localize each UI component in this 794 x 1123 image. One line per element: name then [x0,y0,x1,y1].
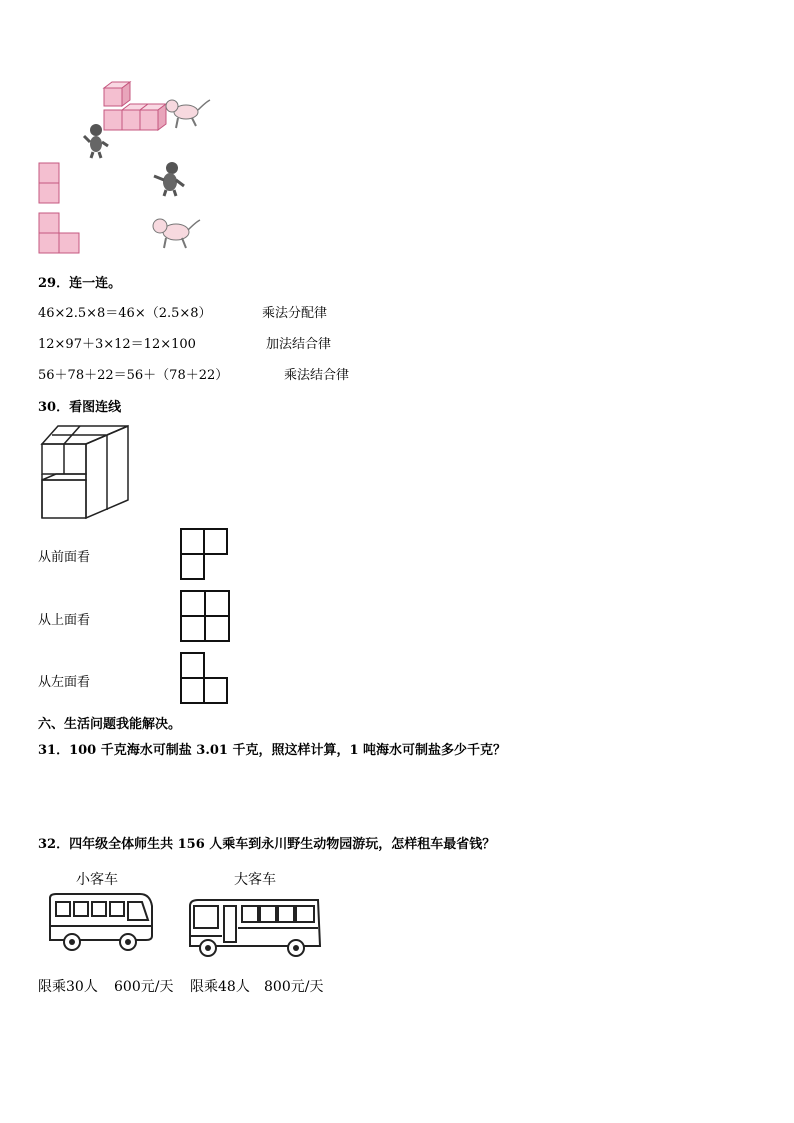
monkey-icon [150,160,190,198]
large-bus-capacity: 限乘48人 [190,979,250,995]
q29-law-2[interactable]: 加法结合律 [266,337,332,352]
q29-law-1[interactable]: 乘法分配律 [262,306,328,321]
large-bus-price: 800元/天 [264,979,324,995]
q29-equation-3: 56＋78＋22＝56＋（78＋22） [38,368,229,383]
q29-law-3[interactable]: 乘法结合律 [284,368,350,383]
q31-text: 31．100 千克海水可制盐 3.01 千克，照这样计算，1 吨海水可制盐多少千克？ [38,743,507,758]
section6-title: 六、生活问题我能解决。 [38,717,182,732]
view-left-figure[interactable] [180,652,232,706]
cube-stack-figure [70,80,220,162]
large-bus-name: 大客车 [234,872,276,888]
small-bus-icon [44,892,156,954]
view-front-figure[interactable] [180,528,230,582]
q32-text: 32．四年级全体师生共 156 人乘车到永川野生动物园游玩，怎样租车最省钱？ [38,837,496,852]
q29-equation-2: 12×97＋3×12＝12×100 [38,337,196,352]
q30-title: 30．看图连线 [38,400,122,415]
small-bus-name: 小客车 [76,872,118,888]
q29-title: 29．连一连。 [38,276,122,291]
view-option-a [38,162,64,206]
view-option-b [38,212,84,256]
view-left-label: 从左面看 [38,675,91,690]
q29-equation-1: 46×2.5×8＝46×（2.5×8） [38,306,212,321]
dog-icon [150,216,202,252]
cube-solid-figure [38,422,134,522]
view-top-figure[interactable] [180,590,232,644]
large-bus-icon [186,898,324,960]
view-top-label: 从上面看 [38,613,91,628]
small-bus-price: 600元/天 [114,979,174,995]
view-front-label: 从前面看 [38,550,91,565]
dog-icon [166,100,210,128]
small-bus-capacity: 限乘30人 [38,979,98,995]
